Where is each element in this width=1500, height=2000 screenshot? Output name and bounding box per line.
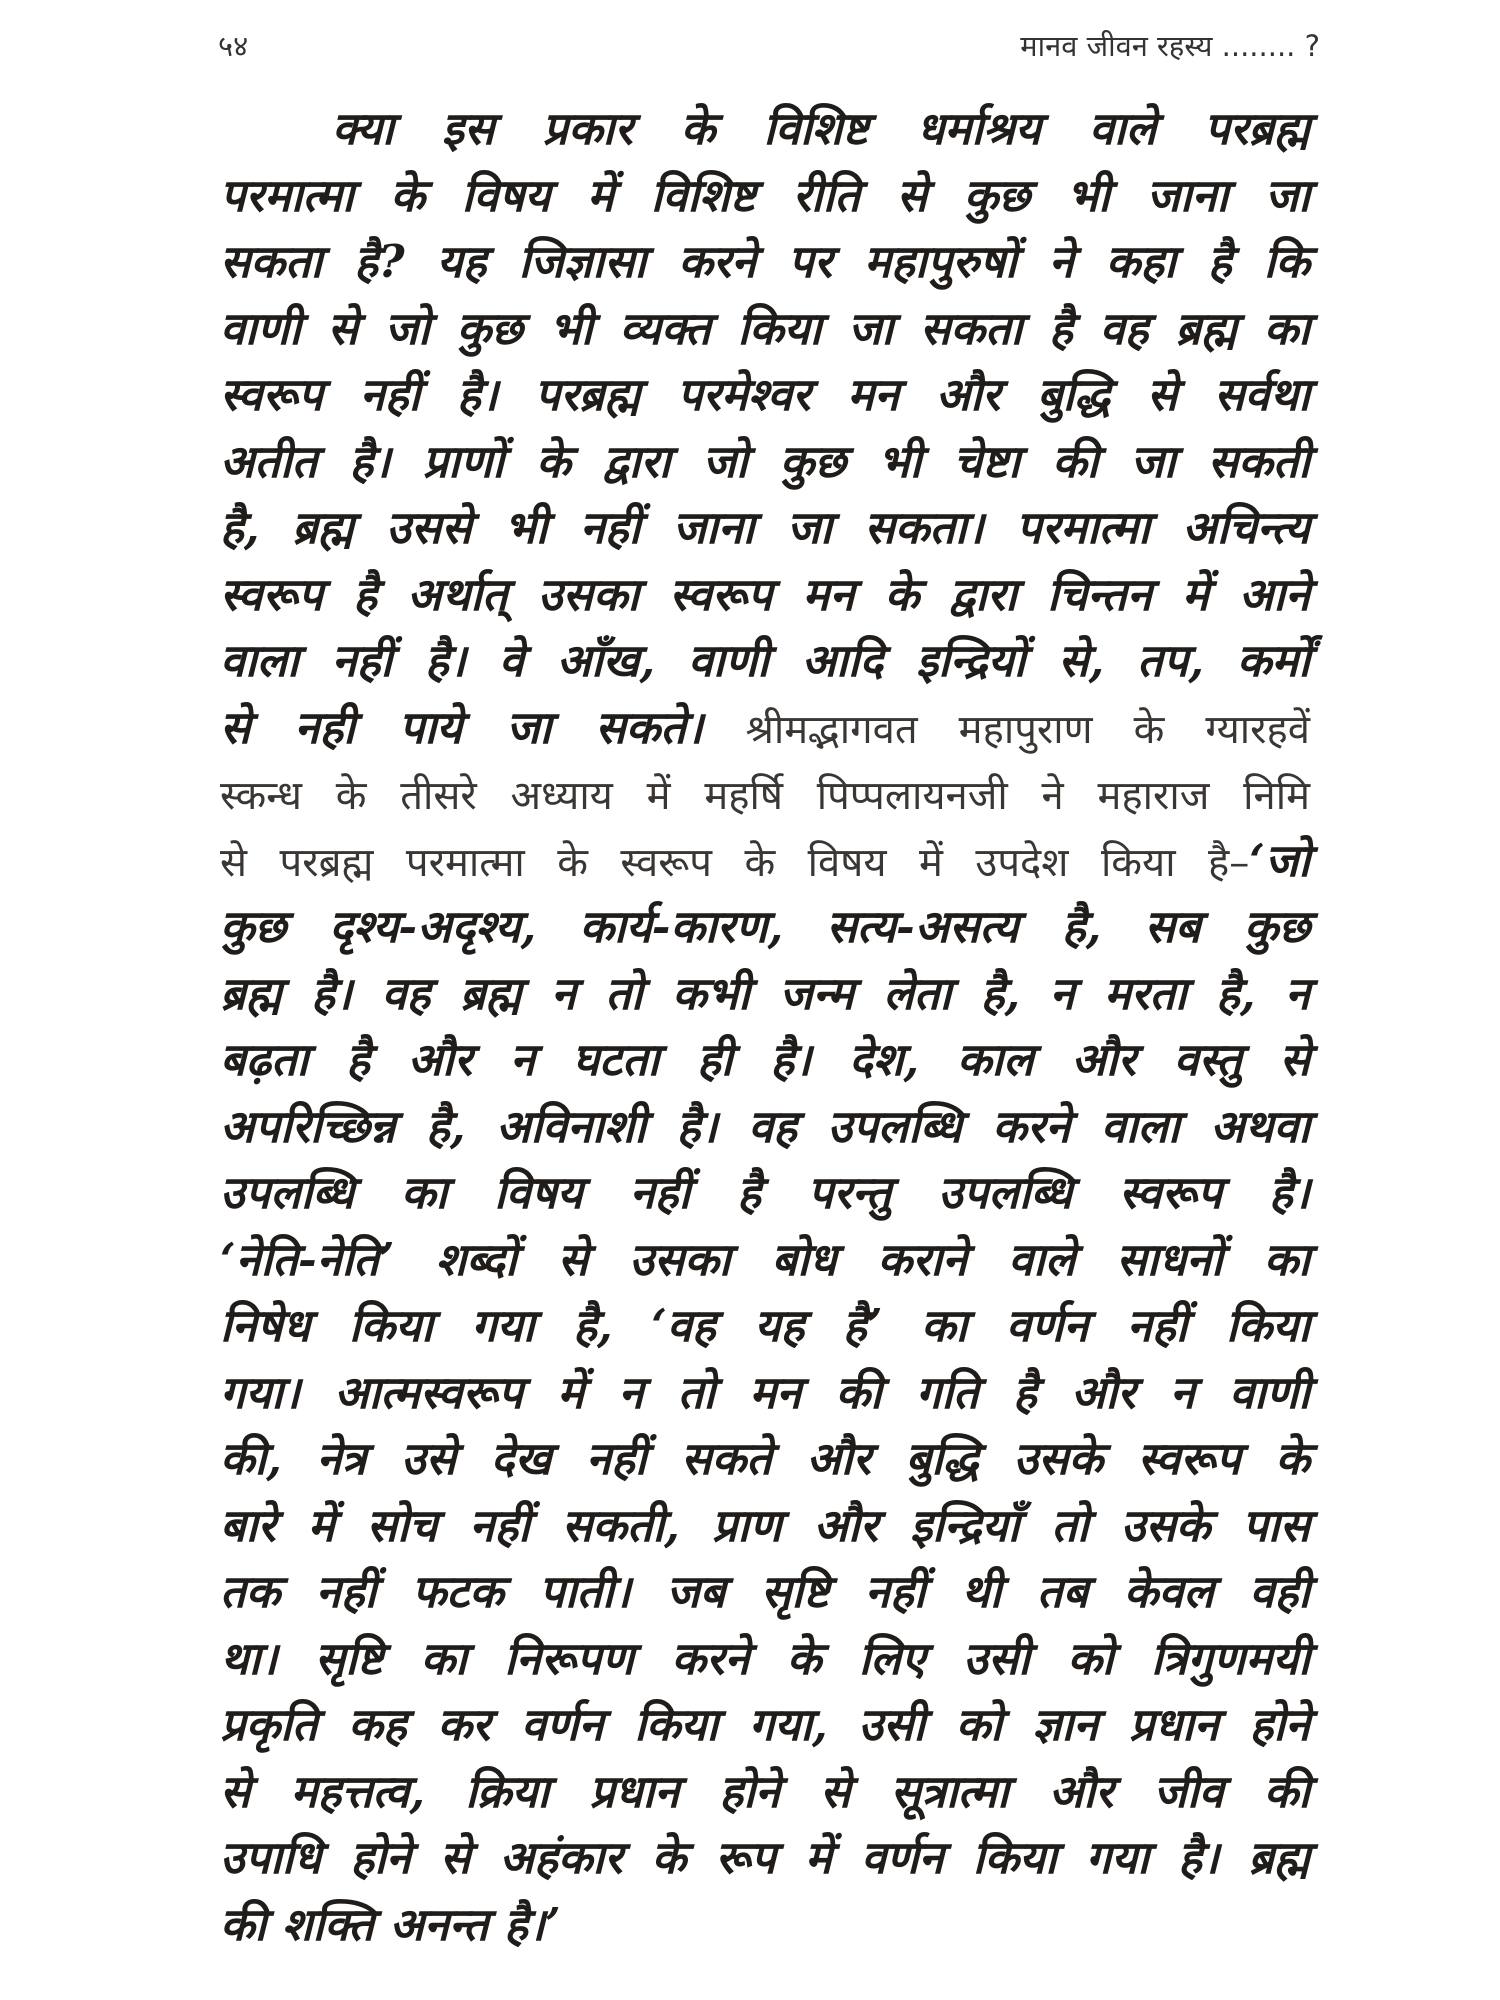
text-line: की, नेत्र उसे देख नहीं सकते और बुद्धि उसके स्वरूप के: [220, 1432, 1310, 1485]
text-line: की शक्ति अनन्त है।’: [220, 1897, 561, 1951]
text-line: उपलब्धि का विषय नहीं है परन्तु उपलब्धि स्वरूप है।: [220, 1166, 1310, 1219]
text-line: अतीत है। प्राणों के द्वारा जो कुछ भी चेष्टा की जा सकती: [220, 434, 1310, 488]
text-line: ब्रह्म है। वह ब्रह्म न तो कभी जन्म लेता है, न मरता है, न: [220, 966, 1310, 1020]
text-line: कुछ दृश्य-अदृश्य, कार्य-कारण, सत्य-असत्य है, सब कुछ: [220, 900, 1310, 953]
text-line: वाला नहीं है। वे आँख, वाणी आदि इन्द्रियों से, तप, कर्मों: [220, 634, 1310, 687]
text-line: प्रकृति कह कर वर्णन किया गया, उसी को ज्ञान प्रधान होने: [220, 1698, 1310, 1751]
text-line: स्वरूप है अर्थात् उसका स्वरूप मन के द्वारा चिन्तन में आने: [220, 567, 1310, 621]
body-text: [220, 96, 1310, 1958]
text-line: तक नहीं फटक पाती। जब सृष्टि नहीं थी तब केवल वही: [220, 1565, 1310, 1618]
text-line: से महत्तत्व, क्रिया प्रधान होने से सूत्रात्मा और जीव की: [220, 1764, 1310, 1818]
text-line: से परब्रह्म परमात्मा के स्वरूप के विषय में उपदेश किया है–‘जो: [220, 833, 1310, 887]
text-line: स्वरूप नहीं है। परब्रह्म परमेश्वर मन और बुद्धि से सर्वथा: [220, 368, 1310, 421]
text-line: था। सृष्टि का निरूपण करने के लिए उसी को त्रिगुणमयी: [220, 1631, 1310, 1685]
text-line: स्कन्ध के तीसरे अध्याय में महर्षि पिप्पलायनजी ने महाराज निमि: [220, 773, 1310, 819]
text-line: अपरिच्छिन्न है, अविनाशी है। वह उपलब्धि करने वाला अथवा: [220, 1099, 1310, 1153]
text-line: से नही पाये जा सकते। श्रीमद्भागवत महापुराण के ग्यारहवें: [220, 700, 1310, 754]
text-line: उपाधि होने से अहंकार के रूप में वर्णन किया गया है। ब्रह्म: [220, 1831, 1310, 1884]
text-line: है, ब्रह्म उससे भी नहीं जाना जा सकता। परमात्मा अचिन्त्य: [220, 501, 1310, 554]
text-line: वाणी से जो कुछ भी व्यक्त किया जा सकता है वह ब्रह्म का: [220, 301, 1310, 355]
text-line: बारे में सोच नहीं सकती, प्राण और इन्द्रियाँ तो उसके पास: [220, 1498, 1310, 1552]
page-number: ५४: [218, 29, 249, 63]
text-line: बढ़ता है और न घटता ही है। देश, काल और वस्तु से: [220, 1033, 1310, 1086]
running-title: मानव जीवन रहस्य ........ ?: [1020, 29, 1320, 63]
text-line: क्या इस प्रकार के विशिष्ट धर्माश्रय वाले परब्रह्म: [332, 102, 1310, 155]
text-line: परमात्मा के विषय में विशिष्ट रीति से कुछ भी जाना जा: [220, 168, 1310, 222]
text-line: ‘नेति-नेति’ शब्दों से उसका बोध कराने वाले साधनों का: [220, 1232, 1310, 1286]
text-line: निषेध किया गया है, ‘वह यह है’ का वर्णन नहीं किया: [220, 1299, 1310, 1352]
text-line: सकता है? यह जिज्ञासा करने पर महापुरुषों ने कहा है कि: [220, 235, 1310, 288]
text-line: गया। आत्मस्वरूप में न तो मन की गति है और न वाणी: [220, 1365, 1310, 1419]
